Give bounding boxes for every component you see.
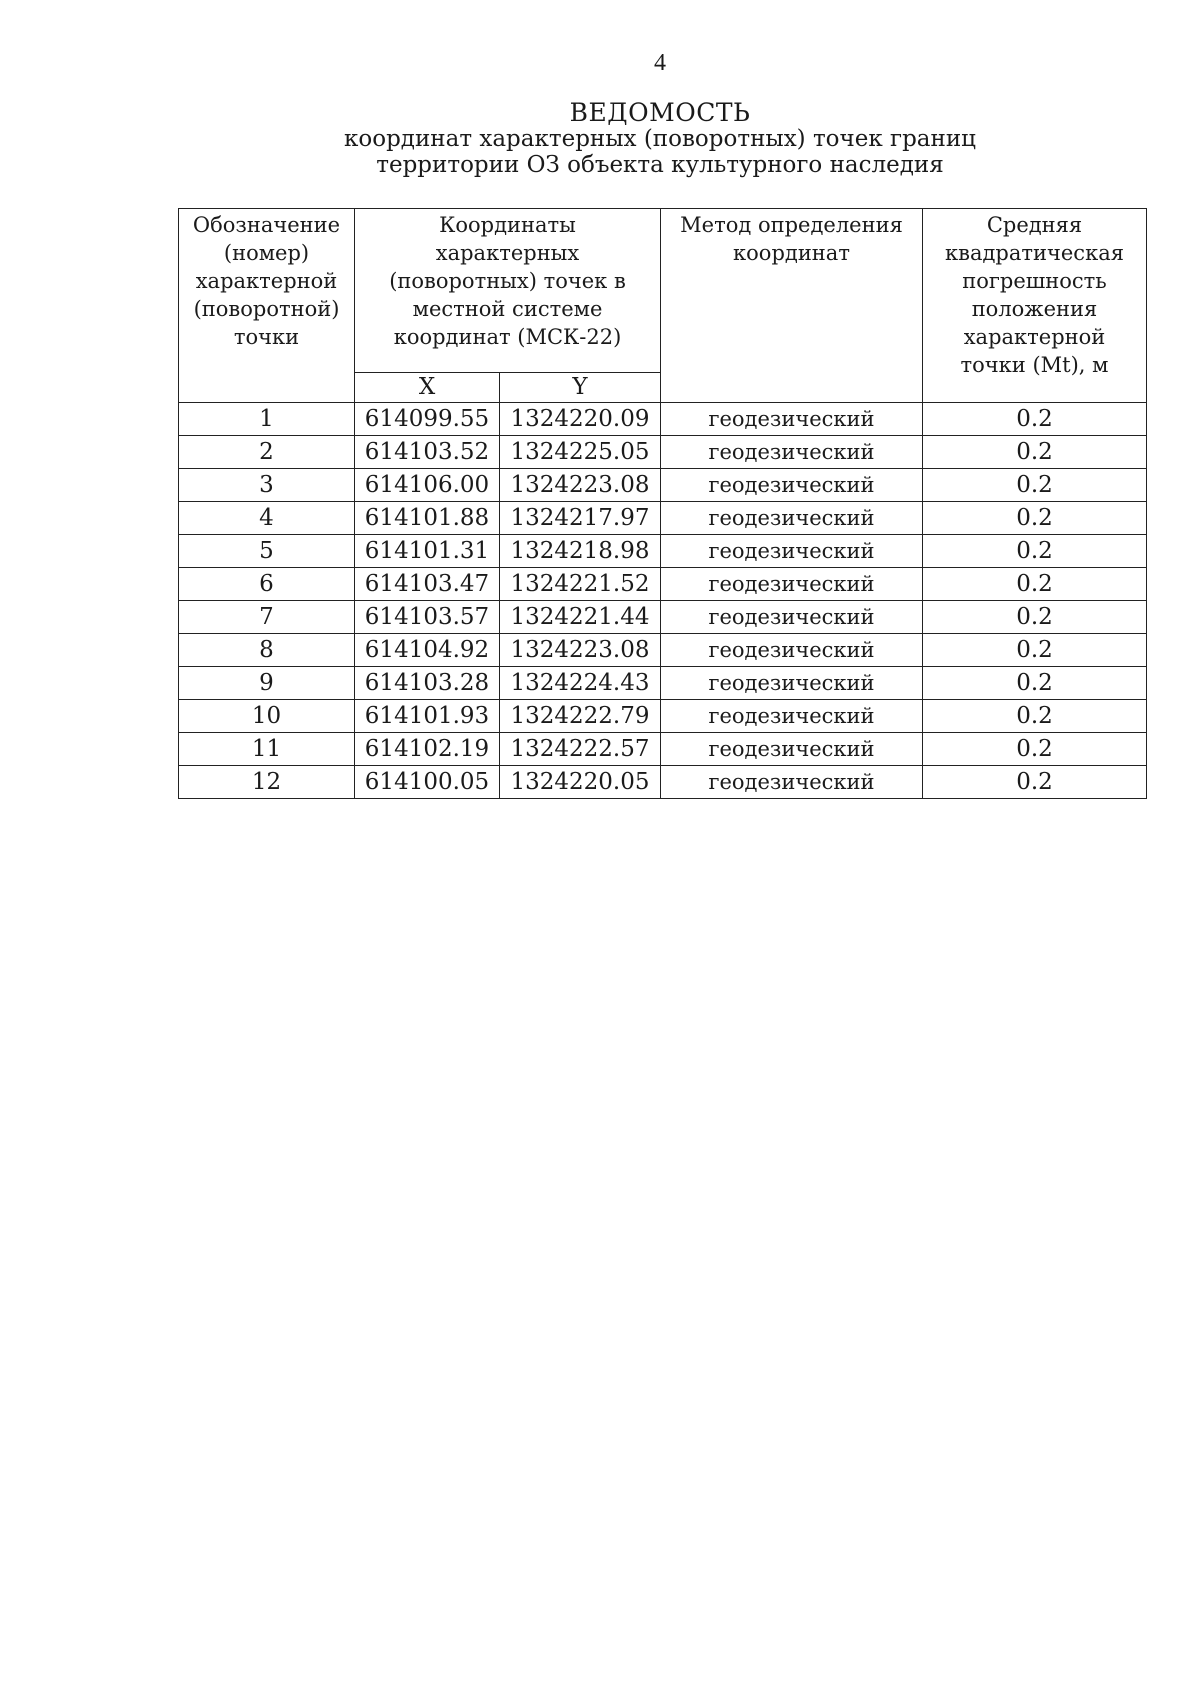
cell-point: 11 (179, 733, 355, 766)
table-row (179, 436, 1147, 469)
cell-point: 2 (179, 436, 355, 469)
cell-method: геодезический (661, 766, 923, 799)
cell-method: геодезический (661, 733, 923, 766)
cell-point: 8 (179, 634, 355, 667)
cell-method: геодезический (661, 535, 923, 568)
header-coordinates-line: (поворотных) точек в (389, 269, 626, 293)
cell-error: 0.2 (923, 601, 1147, 634)
cell-x: 614102.19 (355, 733, 500, 766)
cell-error: 0.2 (923, 469, 1147, 502)
cell-y: 1324217.97 (500, 502, 661, 535)
cell-x: 614103.28 (355, 667, 500, 700)
table-row (179, 733, 1147, 766)
cell-error: 0.2 (923, 766, 1147, 799)
cell-x: 614099.55 (355, 403, 500, 436)
cell-y: 1324223.08 (500, 634, 661, 667)
header-point-line: характерной (195, 269, 338, 293)
document-subtitle-line-2: территории ОЗ объекта культурного наследия (376, 152, 944, 178)
cell-y: 1324221.44 (500, 601, 661, 634)
table-row (179, 700, 1147, 733)
table-row (179, 535, 1147, 568)
header-method (661, 209, 923, 403)
cell-x: 614101.31 (355, 535, 500, 568)
cell-error: 0.2 (923, 634, 1147, 667)
header-method-line: Метод определения (680, 213, 903, 237)
header-coordinates-line: характерных (435, 241, 580, 265)
table-row (179, 502, 1147, 535)
header-error-line: точки (Mt), м (960, 353, 1109, 377)
cell-x: 614103.47 (355, 568, 500, 601)
cell-point: 12 (179, 766, 355, 799)
cell-error: 0.2 (923, 403, 1147, 436)
cell-method: геодезический (661, 436, 923, 469)
cell-y: 1324225.05 (500, 436, 661, 469)
header-method-line: координат (733, 241, 850, 265)
cell-x: 614104.92 (355, 634, 500, 667)
cell-y: 1324220.05 (500, 766, 661, 799)
cell-point: 6 (179, 568, 355, 601)
cell-error: 0.2 (923, 436, 1147, 469)
cell-method: геодезический (661, 568, 923, 601)
table-body (179, 403, 1147, 799)
cell-x: 614103.57 (355, 601, 500, 634)
table-row (179, 601, 1147, 634)
table-row (179, 667, 1147, 700)
header-point-designation (179, 209, 355, 403)
cell-error: 0.2 (923, 568, 1147, 601)
table-row (179, 403, 1147, 436)
header-error-line: квадратическая (945, 241, 1124, 265)
header-error-line: положения (971, 297, 1098, 321)
header-point-line: (поворотной) (193, 297, 340, 321)
cell-y: 1324222.57 (500, 733, 661, 766)
cell-method: геодезический (661, 403, 923, 436)
header-coordinates-line: координат (МСК-22) (393, 325, 622, 349)
cell-y: 1324223.08 (500, 469, 661, 502)
cell-error: 0.2 (923, 535, 1147, 568)
cell-y: 1324224.43 (500, 667, 661, 700)
cell-x: 614101.88 (355, 502, 500, 535)
cell-x: 614106.00 (355, 469, 500, 502)
header-coordinates-line: местной системе (412, 297, 603, 321)
cell-y: 1324220.09 (500, 403, 661, 436)
table-row (179, 469, 1147, 502)
document-title: ВЕДОМОСТЬ (569, 98, 751, 127)
header-point-line: точки (233, 325, 300, 349)
header-point-line: Обозначение (192, 213, 341, 237)
table-row (179, 766, 1147, 799)
cell-y: 1324221.52 (500, 568, 661, 601)
header-error-line: характерной (963, 325, 1106, 349)
cell-x: 614103.52 (355, 436, 500, 469)
coordinates-table (178, 208, 1147, 799)
header-error-line: погрешность (962, 269, 1107, 293)
cell-point: 9 (179, 667, 355, 700)
cell-method: геодезический (661, 469, 923, 502)
cell-y: 1324218.98 (500, 535, 661, 568)
cell-error: 0.2 (923, 700, 1147, 733)
cell-error: 0.2 (923, 733, 1147, 766)
cell-method: геодезический (661, 502, 923, 535)
header-y: Y (500, 373, 661, 403)
cell-error: 0.2 (923, 502, 1147, 535)
cell-x: 614101.93 (355, 700, 500, 733)
cell-method: геодезический (661, 634, 923, 667)
header-error-line: Средняя (986, 213, 1083, 237)
header-mean-square-error (923, 209, 1147, 403)
page-number: 4 (654, 50, 666, 76)
document-subtitle-line-1: координат характерных (поворотных) точек границ (344, 126, 976, 152)
header-coordinates (355, 209, 661, 373)
cell-point: 10 (179, 700, 355, 733)
cell-error: 0.2 (923, 667, 1147, 700)
header-point-line: (номер) (223, 241, 310, 265)
cell-point: 1 (179, 403, 355, 436)
cell-point: 4 (179, 502, 355, 535)
header-coordinates-line: Координаты (439, 213, 576, 237)
cell-method: геодезический (661, 667, 923, 700)
cell-point: 5 (179, 535, 355, 568)
table-row (179, 634, 1147, 667)
cell-method: геодезический (661, 601, 923, 634)
cell-y: 1324222.79 (500, 700, 661, 733)
table-row (179, 568, 1147, 601)
header-x: X (355, 373, 500, 403)
cell-x: 614100.05 (355, 766, 500, 799)
cell-point: 7 (179, 601, 355, 634)
cell-point: 3 (179, 469, 355, 502)
cell-method: геодезический (661, 700, 923, 733)
